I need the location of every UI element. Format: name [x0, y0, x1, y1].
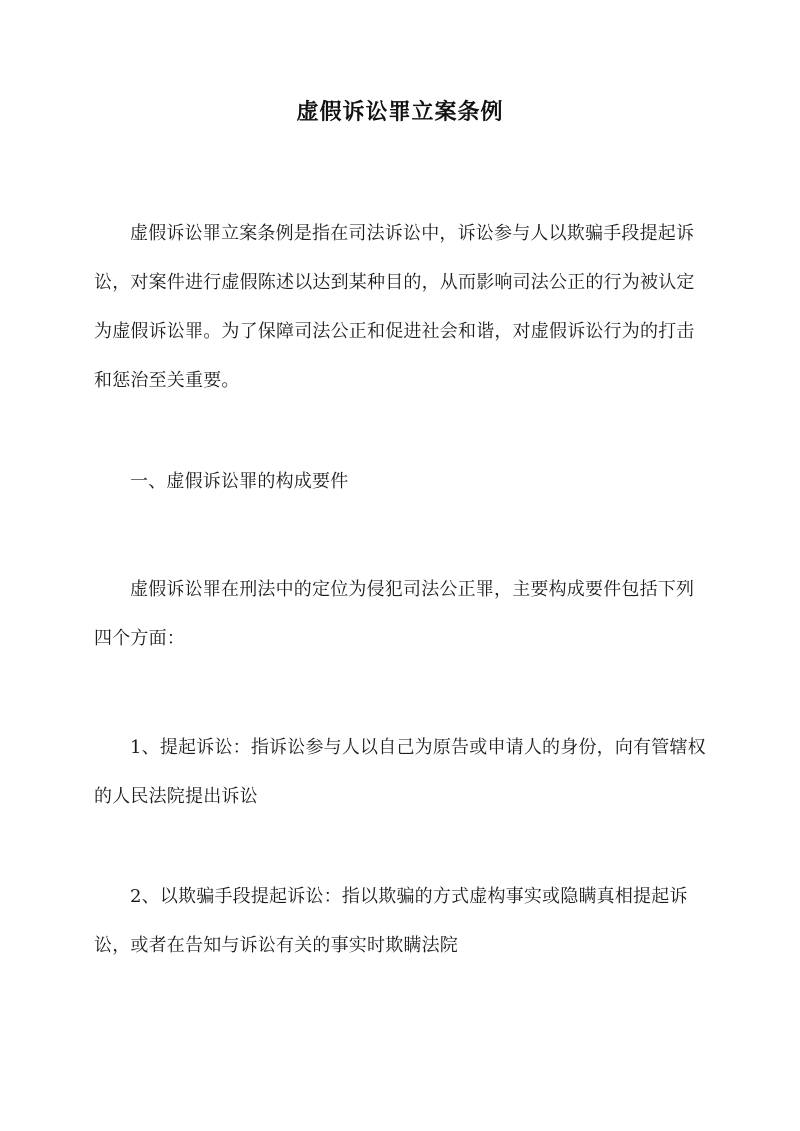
list-item: 1、提起诉讼：指诉讼参与人以自己为原告或申请人的身份，向有管辖权的人民法院提出诉讼 — [94, 737, 706, 807]
section-heading: 一、虚假诉讼罪的构成要件 — [130, 471, 349, 492]
section-paragraph: 虚假诉讼罪在刑法中的定位为侵犯司法公正罪，主要构成要件包括下列四个方面： — [94, 579, 695, 649]
intro-paragraph: 虚假诉讼罪立案条例是指在司法诉讼中，诉讼参与人以欺骗手段提起诉讼，对案件进行虚假陈述以达到某种目的，从而影响司法公正的行为被认定为虚假诉讼罪。为了保障司法公正和促进社会和谐，对虚假诉讼行为的打击和惩治至关重要。 — [94, 223, 695, 391]
list-item: 2、以欺骗手段提起诉讼：指以欺骗的方式虚构事实或隐瞒真相提起诉讼，或者在告知与诉讼有关的事实时欺瞒法院 — [94, 886, 688, 956]
document-title: 虚假诉讼罪立案条例 — [296, 99, 504, 125]
